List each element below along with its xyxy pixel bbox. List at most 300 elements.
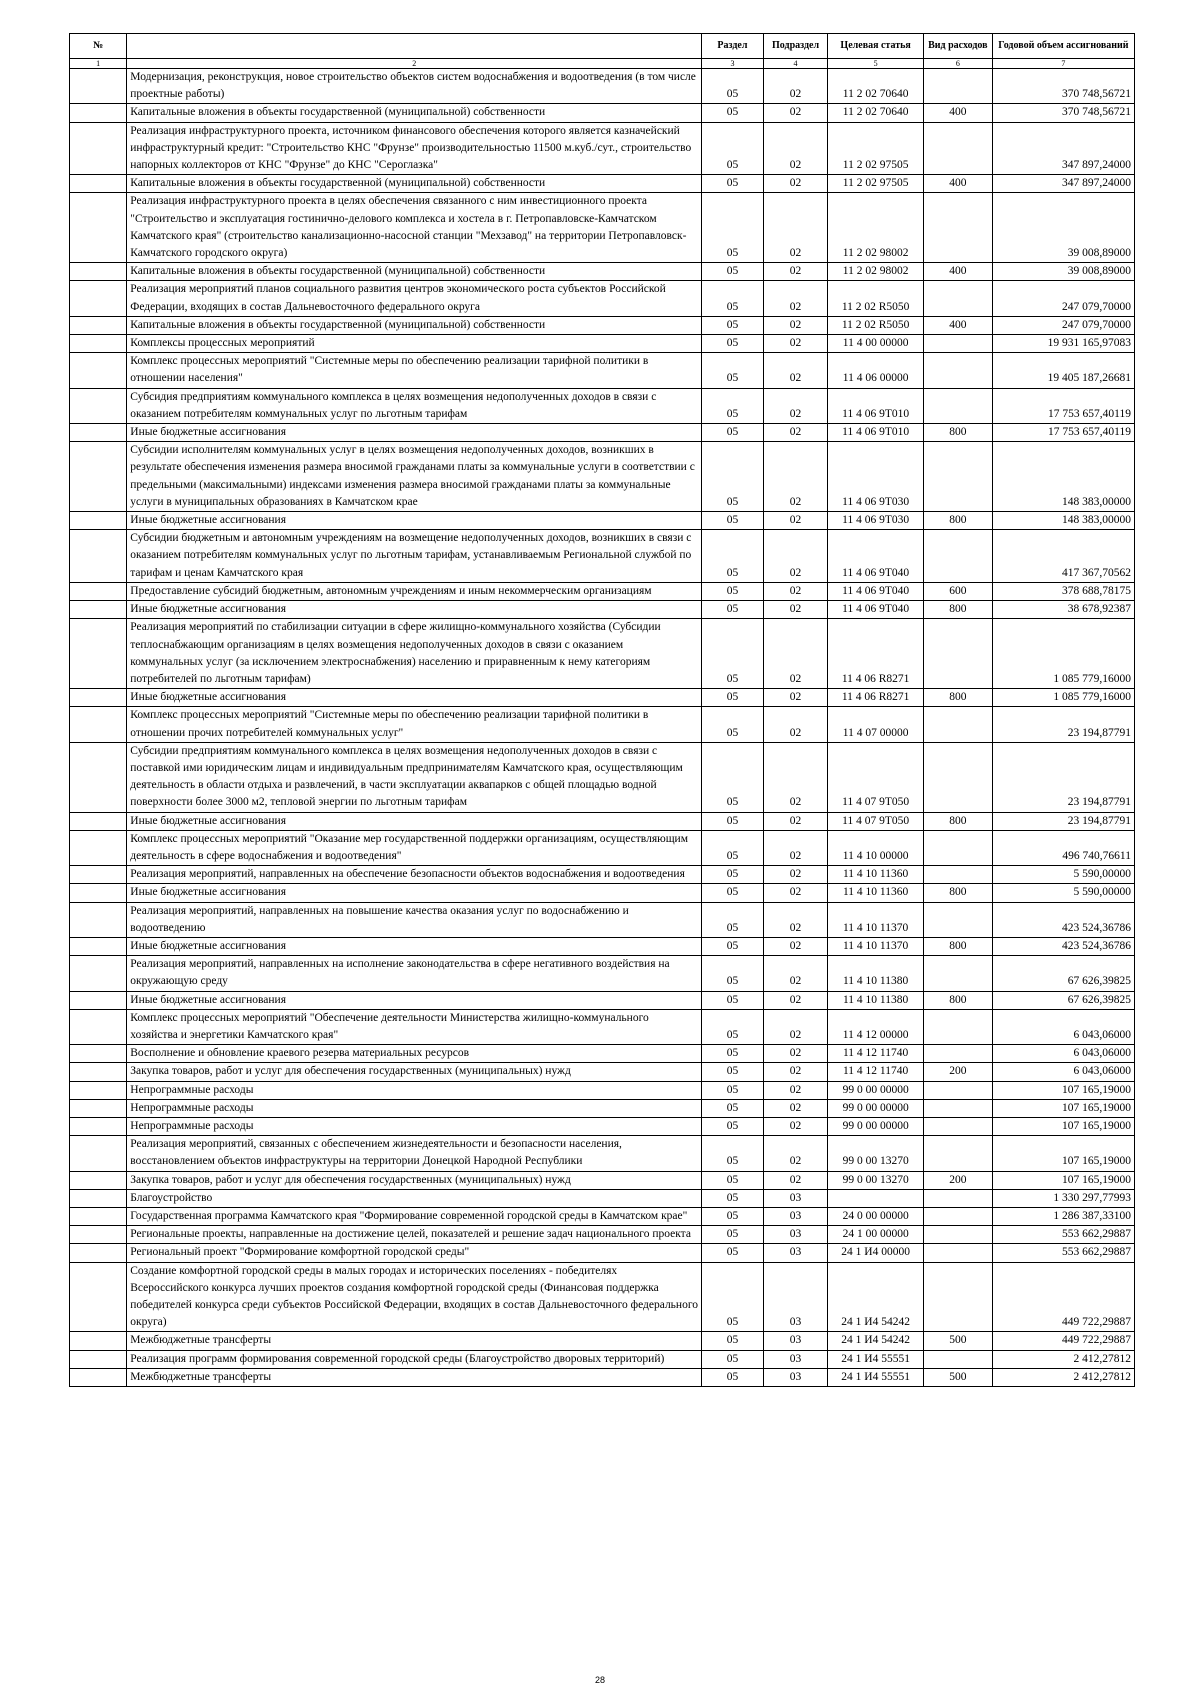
table-row <box>70 956 1135 991</box>
row-expense-type-cell <box>923 619 992 689</box>
row-razdel-cell: 05 <box>702 175 764 193</box>
row-podrazdel-cell: 02 <box>763 424 828 442</box>
row-target-article-cell: 24 0 00 00000 <box>828 1208 923 1226</box>
row-expense-type-cell: 800 <box>923 601 992 619</box>
row-target-article-cell <box>828 1189 923 1207</box>
row-expense-type-cell: 800 <box>923 424 992 442</box>
table-row <box>70 530 1135 583</box>
row-podrazdel-cell: 02 <box>763 884 828 902</box>
row-podrazdel-cell: 02 <box>763 830 828 865</box>
row-podrazdel-cell: 02 <box>763 316 828 334</box>
row-target-article-cell: 11 4 07 9Т050 <box>828 812 923 830</box>
page-number: 28 <box>594 1675 605 1685</box>
row-amount-cell: 1 330 297,77993 <box>992 1189 1134 1207</box>
row-podrazdel-cell: 03 <box>763 1208 828 1226</box>
row-expense-type-cell <box>923 353 992 388</box>
header-expense-type: Вид расходов <box>923 34 992 59</box>
row-number-cell <box>70 991 127 1009</box>
row-amount-cell: 17 753 657,40119 <box>992 424 1134 442</box>
table-body <box>70 69 1135 1387</box>
row-expense-type-cell <box>923 742 992 812</box>
budget-sheet <box>69 33 1135 1387</box>
table-row <box>70 1244 1135 1262</box>
row-amount-cell: 107 165,19000 <box>992 1117 1134 1135</box>
row-amount-cell: 423 524,36786 <box>992 937 1134 955</box>
row-razdel-cell: 05 <box>702 281 764 316</box>
row-name-cell: Реализация мероприятий, направленных на повышение качества оказания услуг по водоснабжению и водоотведению <box>127 902 702 937</box>
row-name-cell: Закупка товаров, работ и услуг для обеспечения государственных (муниципальных) нужд <box>127 1063 702 1081</box>
row-razdel-cell: 05 <box>702 1368 764 1386</box>
table-row <box>70 830 1135 865</box>
row-podrazdel-cell: 02 <box>763 619 828 689</box>
table-row <box>70 689 1135 707</box>
row-expense-type-cell <box>923 1262 992 1332</box>
row-amount-cell: 148 383,00000 <box>992 512 1134 530</box>
table-row <box>70 388 1135 423</box>
row-name-cell: Региональный проект "Формирование комфортной городской среды" <box>127 1244 702 1262</box>
row-amount-cell: 2 412,27812 <box>992 1350 1134 1368</box>
row-amount-cell: 449 722,29887 <box>992 1332 1134 1350</box>
row-podrazdel-cell: 02 <box>763 1171 828 1189</box>
table-row <box>70 353 1135 388</box>
row-name-cell: Реализация мероприятий, направленных на обеспечение безопасности объектов водоснабжения и водоотведения <box>127 866 702 884</box>
row-podrazdel-cell: 02 <box>763 1136 828 1171</box>
row-podrazdel-cell: 02 <box>763 530 828 583</box>
row-podrazdel-cell: 02 <box>763 1081 828 1099</box>
row-expense-type-cell <box>923 1136 992 1171</box>
row-amount-cell: 247 079,70000 <box>992 281 1134 316</box>
table-row <box>70 812 1135 830</box>
row-expense-type-cell: 400 <box>923 263 992 281</box>
row-amount-cell: 107 165,19000 <box>992 1099 1134 1117</box>
row-target-article-cell: 24 1 И4 55551 <box>828 1350 923 1368</box>
row-name-cell: Субсидии исполнителям коммунальных услуг в целях возмещения недополученных доходов, возникших в результате обеспечения изменения размера вносимой гражданами платы за коммунальные услуги в соответствии с предельными (максимальными) индексами изменения размера вносимой гражданами платы за коммунальные услуги в муниципальных образованиях в Камчатском крае <box>127 442 702 512</box>
row-razdel-cell: 05 <box>702 530 764 583</box>
row-amount-cell: 23 194,87791 <box>992 742 1134 812</box>
header-annual-amount: Годовой объем ассигнований <box>992 34 1134 59</box>
row-target-article-cell: 11 4 06 9Т040 <box>828 601 923 619</box>
row-name-cell: Создание комфортной городской среды в малых городах и исторических поселениях - победителях Всероссийского конкурса лучших проектов создания комфортной городской среды (Финансовая поддержка победителей конкурса среди субъектов Российской Федерации, входящих в состав Дальневосточного федерального округа) <box>127 1262 702 1332</box>
table-row <box>70 442 1135 512</box>
row-razdel-cell: 05 <box>702 1045 764 1063</box>
row-razdel-cell: 05 <box>702 424 764 442</box>
row-razdel-cell: 05 <box>702 582 764 600</box>
row-amount-cell: 107 165,19000 <box>992 1136 1134 1171</box>
row-podrazdel-cell: 02 <box>763 742 828 812</box>
row-name-cell: Комплекс процессных мероприятий "Системные меры по обеспечению реализации тарифной политики в отношении прочих потребителей коммунальных услуг" <box>127 707 702 742</box>
row-razdel-cell: 05 <box>702 1099 764 1117</box>
row-razdel-cell: 05 <box>702 1136 764 1171</box>
row-expense-type-cell <box>923 69 992 104</box>
row-amount-cell: 449 722,29887 <box>992 1262 1134 1332</box>
row-expense-type-cell <box>923 193 992 263</box>
row-number-cell <box>70 742 127 812</box>
row-razdel-cell: 05 <box>702 689 764 707</box>
row-razdel-cell: 05 <box>702 1262 764 1332</box>
row-podrazdel-cell: 02 <box>763 601 828 619</box>
row-name-cell: Иные бюджетные ассигнования <box>127 884 702 902</box>
row-razdel-cell: 05 <box>702 830 764 865</box>
row-number-cell <box>70 582 127 600</box>
row-podrazdel-cell: 02 <box>763 388 828 423</box>
row-number-cell <box>70 1117 127 1135</box>
row-number-cell <box>70 388 127 423</box>
row-name-cell: Восполнение и обновление краевого резерва материальных ресурсов <box>127 1045 702 1063</box>
row-expense-type-cell <box>923 530 992 583</box>
row-podrazdel-cell: 02 <box>763 122 828 175</box>
column-number-row <box>70 59 1135 69</box>
row-target-article-cell: 11 4 10 11360 <box>828 884 923 902</box>
table-row <box>70 263 1135 281</box>
row-number-cell <box>70 281 127 316</box>
row-amount-cell: 347 897,24000 <box>992 175 1134 193</box>
row-razdel-cell: 05 <box>702 442 764 512</box>
row-target-article-cell: 24 1 И4 54242 <box>828 1332 923 1350</box>
row-target-article-cell: 11 4 10 11380 <box>828 991 923 1009</box>
row-expense-type-cell: 800 <box>923 812 992 830</box>
table-row <box>70 619 1135 689</box>
row-razdel-cell: 05 <box>702 866 764 884</box>
row-name-cell: Капитальные вложения в объекты государственной (муниципальной) собственности <box>127 104 702 122</box>
row-target-article-cell: 11 2 02 R5050 <box>828 316 923 334</box>
row-amount-cell: 5 590,00000 <box>992 866 1134 884</box>
row-razdel-cell: 05 <box>702 937 764 955</box>
row-number-cell <box>70 335 127 353</box>
row-number-cell <box>70 1208 127 1226</box>
row-number-cell <box>70 866 127 884</box>
row-podrazdel-cell: 02 <box>763 442 828 512</box>
row-amount-cell: 19 405 187,26681 <box>992 353 1134 388</box>
row-target-article-cell: 24 1 И4 55551 <box>828 1368 923 1386</box>
header-row <box>70 34 1135 59</box>
row-podrazdel-cell: 02 <box>763 263 828 281</box>
row-name-cell: Иные бюджетные ассигнования <box>127 937 702 955</box>
row-podrazdel-cell: 02 <box>763 193 828 263</box>
row-expense-type-cell <box>923 1009 992 1044</box>
row-name-cell: Непрограммные расходы <box>127 1099 702 1117</box>
row-target-article-cell: 11 4 10 00000 <box>828 830 923 865</box>
row-podrazdel-cell: 03 <box>763 1262 828 1332</box>
row-target-article-cell: 11 4 10 11360 <box>828 866 923 884</box>
table-row <box>70 1117 1135 1135</box>
row-podrazdel-cell: 02 <box>763 175 828 193</box>
row-podrazdel-cell: 03 <box>763 1332 828 1350</box>
table-row <box>70 884 1135 902</box>
row-amount-cell: 417 367,70562 <box>992 530 1134 583</box>
table-row <box>70 281 1135 316</box>
table-row <box>70 512 1135 530</box>
row-podrazdel-cell: 02 <box>763 104 828 122</box>
row-podrazdel-cell: 02 <box>763 281 828 316</box>
row-number-cell <box>70 175 127 193</box>
table-row <box>70 1171 1135 1189</box>
row-expense-type-cell <box>923 388 992 423</box>
row-target-article-cell: 11 2 02 R5050 <box>828 281 923 316</box>
row-target-article-cell: 99 0 00 13270 <box>828 1171 923 1189</box>
row-razdel-cell: 05 <box>702 104 764 122</box>
row-number-cell <box>70 902 127 937</box>
row-expense-type-cell <box>923 1081 992 1099</box>
row-target-article-cell: 11 4 06 00000 <box>828 353 923 388</box>
table-row <box>70 991 1135 1009</box>
row-razdel-cell: 05 <box>702 707 764 742</box>
row-expense-type-cell: 800 <box>923 512 992 530</box>
row-target-article-cell: 11 4 12 11740 <box>828 1045 923 1063</box>
row-amount-cell: 6 043,06000 <box>992 1063 1134 1081</box>
row-podrazdel-cell: 02 <box>763 689 828 707</box>
row-razdel-cell: 05 <box>702 316 764 334</box>
column-number: 1 <box>70 59 127 69</box>
row-razdel-cell: 05 <box>702 69 764 104</box>
row-podrazdel-cell: 02 <box>763 512 828 530</box>
row-number-cell <box>70 442 127 512</box>
row-razdel-cell: 05 <box>702 1117 764 1135</box>
row-amount-cell: 496 740,76611 <box>992 830 1134 865</box>
table-row <box>70 1368 1135 1386</box>
row-expense-type-cell <box>923 1117 992 1135</box>
row-number-cell <box>70 1136 127 1171</box>
row-expense-type-cell: 800 <box>923 884 992 902</box>
row-target-article-cell: 11 2 02 70640 <box>828 69 923 104</box>
row-name-cell: Реализация мероприятий по стабилизации ситуации в сфере жилищно-коммунального хозяйства (Субсидии теплоснабжающим организациям в целях возмещения недополученных доходов в связи с оказанием коммунальных услуг (за исключением электроснабжения) населению и приравненным к нему категориям потребителей по льготным тарифам) <box>127 619 702 689</box>
row-amount-cell: 19 931 165,97083 <box>992 335 1134 353</box>
table-row <box>70 742 1135 812</box>
row-target-article-cell: 11 4 06 9Т010 <box>828 424 923 442</box>
row-razdel-cell: 05 <box>702 1189 764 1207</box>
row-name-cell: Иные бюджетные ассигнования <box>127 424 702 442</box>
table-row <box>70 1099 1135 1117</box>
row-name-cell: Иные бюджетные ассигнования <box>127 812 702 830</box>
row-razdel-cell: 05 <box>702 353 764 388</box>
row-podrazdel-cell: 03 <box>763 1244 828 1262</box>
header-razdel: Раздел <box>702 34 764 59</box>
row-name-cell: Межбюджетные трансферты <box>127 1368 702 1386</box>
row-razdel-cell: 05 <box>702 1208 764 1226</box>
row-amount-cell: 5 590,00000 <box>992 884 1134 902</box>
table-row <box>70 1081 1135 1099</box>
table-row <box>70 866 1135 884</box>
row-expense-type-cell <box>923 1208 992 1226</box>
row-number-cell <box>70 1226 127 1244</box>
row-razdel-cell: 05 <box>702 335 764 353</box>
table-row <box>70 902 1135 937</box>
row-target-article-cell: 11 4 12 00000 <box>828 1009 923 1044</box>
row-target-article-cell: 11 4 06 9Т030 <box>828 442 923 512</box>
row-expense-type-cell <box>923 122 992 175</box>
row-expense-type-cell <box>923 707 992 742</box>
row-podrazdel-cell: 02 <box>763 1009 828 1044</box>
row-name-cell: Субсидии предприятиям коммунального комплекса в целях возмещения недополученных доходов в связи с поставкой ими юридическим лицам и индивидуальным предпринимателям Камчатского края, осуществляющим деятельность в области отдыха и развлечений, в части эксплуатации аквапарков с общей площадью водной поверхности более 3000 м2, тепловой энергии по льготным тарифам <box>127 742 702 812</box>
row-razdel-cell: 05 <box>702 1009 764 1044</box>
row-amount-cell: 1 085 779,16000 <box>992 689 1134 707</box>
row-podrazdel-cell: 03 <box>763 1368 828 1386</box>
table-row <box>70 1189 1135 1207</box>
row-name-cell: Непрограммные расходы <box>127 1117 702 1135</box>
table-row <box>70 1226 1135 1244</box>
row-name-cell: Реализация мероприятий планов социального развития центров экономического роста субъектов Российской Федерации, входящих в состав Дальневосточного федерального округа <box>127 281 702 316</box>
header-number: № <box>70 34 127 59</box>
row-amount-cell: 347 897,24000 <box>992 122 1134 175</box>
row-expense-type-cell <box>923 902 992 937</box>
column-number: 6 <box>923 59 992 69</box>
row-expense-type-cell <box>923 956 992 991</box>
row-amount-cell: 6 043,06000 <box>992 1045 1134 1063</box>
row-name-cell: Капитальные вложения в объекты государственной (муниципальной) собственности <box>127 175 702 193</box>
row-razdel-cell: 05 <box>702 956 764 991</box>
row-expense-type-cell <box>923 1045 992 1063</box>
row-expense-type-cell <box>923 1350 992 1368</box>
row-podrazdel-cell: 03 <box>763 1226 828 1244</box>
row-amount-cell: 67 626,39825 <box>992 991 1134 1009</box>
row-number-cell <box>70 530 127 583</box>
row-target-article-cell: 99 0 00 00000 <box>828 1099 923 1117</box>
row-target-article-cell: 11 4 06 9Т040 <box>828 582 923 600</box>
row-amount-cell: 38 678,92387 <box>992 601 1134 619</box>
row-podrazdel-cell: 02 <box>763 991 828 1009</box>
table-row <box>70 193 1135 263</box>
table-row <box>70 424 1135 442</box>
row-name-cell: Реализация инфраструктурного проекта в целях обеспечения связанного с ним инвестиционного проекта "Строительство и эксплуатация гостинично-делового комплекса и хостела в г. Петропавловске-Камчатском Камчатского края" (строительство канализационно-насосной станции "Мехзавод" на территории Петропавловск-Камчатского городского округа) <box>127 193 702 263</box>
table-row <box>70 1045 1135 1063</box>
row-number-cell <box>70 424 127 442</box>
row-podrazdel-cell: 02 <box>763 1117 828 1135</box>
row-number-cell <box>70 1063 127 1081</box>
row-number-cell <box>70 122 127 175</box>
row-name-cell: Иные бюджетные ассигнования <box>127 991 702 1009</box>
row-podrazdel-cell: 02 <box>763 956 828 991</box>
row-expense-type-cell: 800 <box>923 689 992 707</box>
column-number: 3 <box>702 59 764 69</box>
row-podrazdel-cell: 02 <box>763 1063 828 1081</box>
row-target-article-cell: 11 4 07 9Т050 <box>828 742 923 812</box>
row-name-cell: Комплекс процессных мероприятий "Оказание мер государственной поддержки организациям, осуществляющим деятельность в сфере водоснабжения и водоотведения" <box>127 830 702 865</box>
row-name-cell: Межбюджетные трансферты <box>127 1332 702 1350</box>
row-razdel-cell: 05 <box>702 812 764 830</box>
row-amount-cell: 67 626,39825 <box>992 956 1134 991</box>
row-number-cell <box>70 1099 127 1117</box>
row-razdel-cell: 05 <box>702 193 764 263</box>
row-expense-type-cell <box>923 1226 992 1244</box>
row-target-article-cell: 11 4 10 11380 <box>828 956 923 991</box>
row-number-cell <box>70 1189 127 1207</box>
row-amount-cell: 370 748,56721 <box>992 104 1134 122</box>
row-target-article-cell: 11 4 12 11740 <box>828 1063 923 1081</box>
row-name-cell: Модернизация, реконструкция, новое строительство объектов систем водоснабжения и водоотведения (в том числе проектные работы) <box>127 69 702 104</box>
row-target-article-cell: 11 2 02 98002 <box>828 193 923 263</box>
row-podrazdel-cell: 02 <box>763 902 828 937</box>
row-name-cell: Субсидии бюджетным и автономным учреждениям на возмещение недополученных доходов, возникших в связи с оказанием потребителям коммунальных услуг по льготным тарифам, устанавливаемым Региональной службой по тарифам и ценам Камчатского края <box>127 530 702 583</box>
row-expense-type-cell <box>923 281 992 316</box>
table-row <box>70 937 1135 955</box>
row-amount-cell: 370 748,56721 <box>992 69 1134 104</box>
table-row <box>70 1009 1135 1044</box>
row-expense-type-cell <box>923 866 992 884</box>
table-header <box>70 34 1135 69</box>
row-name-cell: Субсидия предприятиям коммунального комплекса в целях возмещения недополученных доходов в связи с оказанием потребителям коммунальных услуг по льготным тарифам <box>127 388 702 423</box>
row-number-cell <box>70 1009 127 1044</box>
row-target-article-cell: 11 4 06 9Т030 <box>828 512 923 530</box>
row-amount-cell: 23 194,87791 <box>992 812 1134 830</box>
row-podrazdel-cell: 02 <box>763 69 828 104</box>
row-expense-type-cell: 400 <box>923 104 992 122</box>
row-target-article-cell: 11 2 02 70640 <box>828 104 923 122</box>
table-row <box>70 104 1135 122</box>
row-number-cell <box>70 689 127 707</box>
row-amount-cell: 107 165,19000 <box>992 1171 1134 1189</box>
row-number-cell <box>70 316 127 334</box>
row-number-cell <box>70 884 127 902</box>
row-number-cell <box>70 619 127 689</box>
row-razdel-cell: 05 <box>702 884 764 902</box>
row-amount-cell: 553 662,29887 <box>992 1226 1134 1244</box>
row-razdel-cell: 05 <box>702 1332 764 1350</box>
row-number-cell <box>70 707 127 742</box>
row-target-article-cell: 11 2 02 97505 <box>828 122 923 175</box>
row-number-cell <box>70 69 127 104</box>
row-name-cell: Реализация программ формирования современной городской среды (Благоустройство дворовых территорий) <box>127 1350 702 1368</box>
table-row <box>70 335 1135 353</box>
row-amount-cell: 23 194,87791 <box>992 707 1134 742</box>
column-number: 5 <box>828 59 923 69</box>
row-razdel-cell: 05 <box>702 122 764 175</box>
table-row <box>70 1063 1135 1081</box>
row-target-article-cell: 11 4 06 R8271 <box>828 619 923 689</box>
row-razdel-cell: 05 <box>702 742 764 812</box>
row-target-article-cell: 99 0 00 00000 <box>828 1117 923 1135</box>
row-razdel-cell: 05 <box>702 601 764 619</box>
row-razdel-cell: 05 <box>702 388 764 423</box>
budget-table <box>69 33 1135 1387</box>
row-target-article-cell: 11 2 02 98002 <box>828 263 923 281</box>
row-name-cell: Капитальные вложения в объекты государственной (муниципальной) собственности <box>127 316 702 334</box>
row-target-article-cell: 11 4 00 00000 <box>828 335 923 353</box>
table-row <box>70 1332 1135 1350</box>
row-razdel-cell: 05 <box>702 1244 764 1262</box>
row-name-cell: Государственная программа Камчатского края "Формирование современной городской среды в Камчатском крае" <box>127 1208 702 1226</box>
row-number-cell <box>70 1171 127 1189</box>
row-amount-cell: 553 662,29887 <box>992 1244 1134 1262</box>
row-expense-type-cell <box>923 1244 992 1262</box>
table-row <box>70 601 1135 619</box>
header-podrazdel: Подраздел <box>763 34 828 59</box>
row-target-article-cell: 11 4 06 9Т010 <box>828 388 923 423</box>
row-amount-cell: 378 688,78175 <box>992 582 1134 600</box>
row-target-article-cell: 24 1 И4 00000 <box>828 1244 923 1262</box>
row-name-cell: Комплексы процессных мероприятий <box>127 335 702 353</box>
row-name-cell: Иные бюджетные ассигнования <box>127 689 702 707</box>
row-name-cell: Региональные проекты, направленные на достижение целей, показателей и решение задач национального проекта <box>127 1226 702 1244</box>
row-number-cell <box>70 937 127 955</box>
row-number-cell <box>70 812 127 830</box>
column-number: 7 <box>992 59 1134 69</box>
row-number-cell <box>70 1081 127 1099</box>
table-row <box>70 175 1135 193</box>
row-target-article-cell: 11 4 10 11370 <box>828 902 923 937</box>
column-number: 2 <box>127 59 702 69</box>
row-razdel-cell: 05 <box>702 1171 764 1189</box>
row-name-cell: Реализация мероприятий, направленных на исполнение законодательства в сфере негативного воздействия на окружающую среду <box>127 956 702 991</box>
row-podrazdel-cell: 02 <box>763 1045 828 1063</box>
row-target-article-cell: 11 4 06 R8271 <box>828 689 923 707</box>
row-number-cell <box>70 1045 127 1063</box>
row-target-article-cell: 24 1 И4 54242 <box>828 1262 923 1332</box>
row-number-cell <box>70 1332 127 1350</box>
row-expense-type-cell: 400 <box>923 175 992 193</box>
row-number-cell <box>70 601 127 619</box>
row-target-article-cell: 11 4 10 11370 <box>828 937 923 955</box>
row-expense-type-cell: 500 <box>923 1368 992 1386</box>
row-expense-type-cell <box>923 442 992 512</box>
